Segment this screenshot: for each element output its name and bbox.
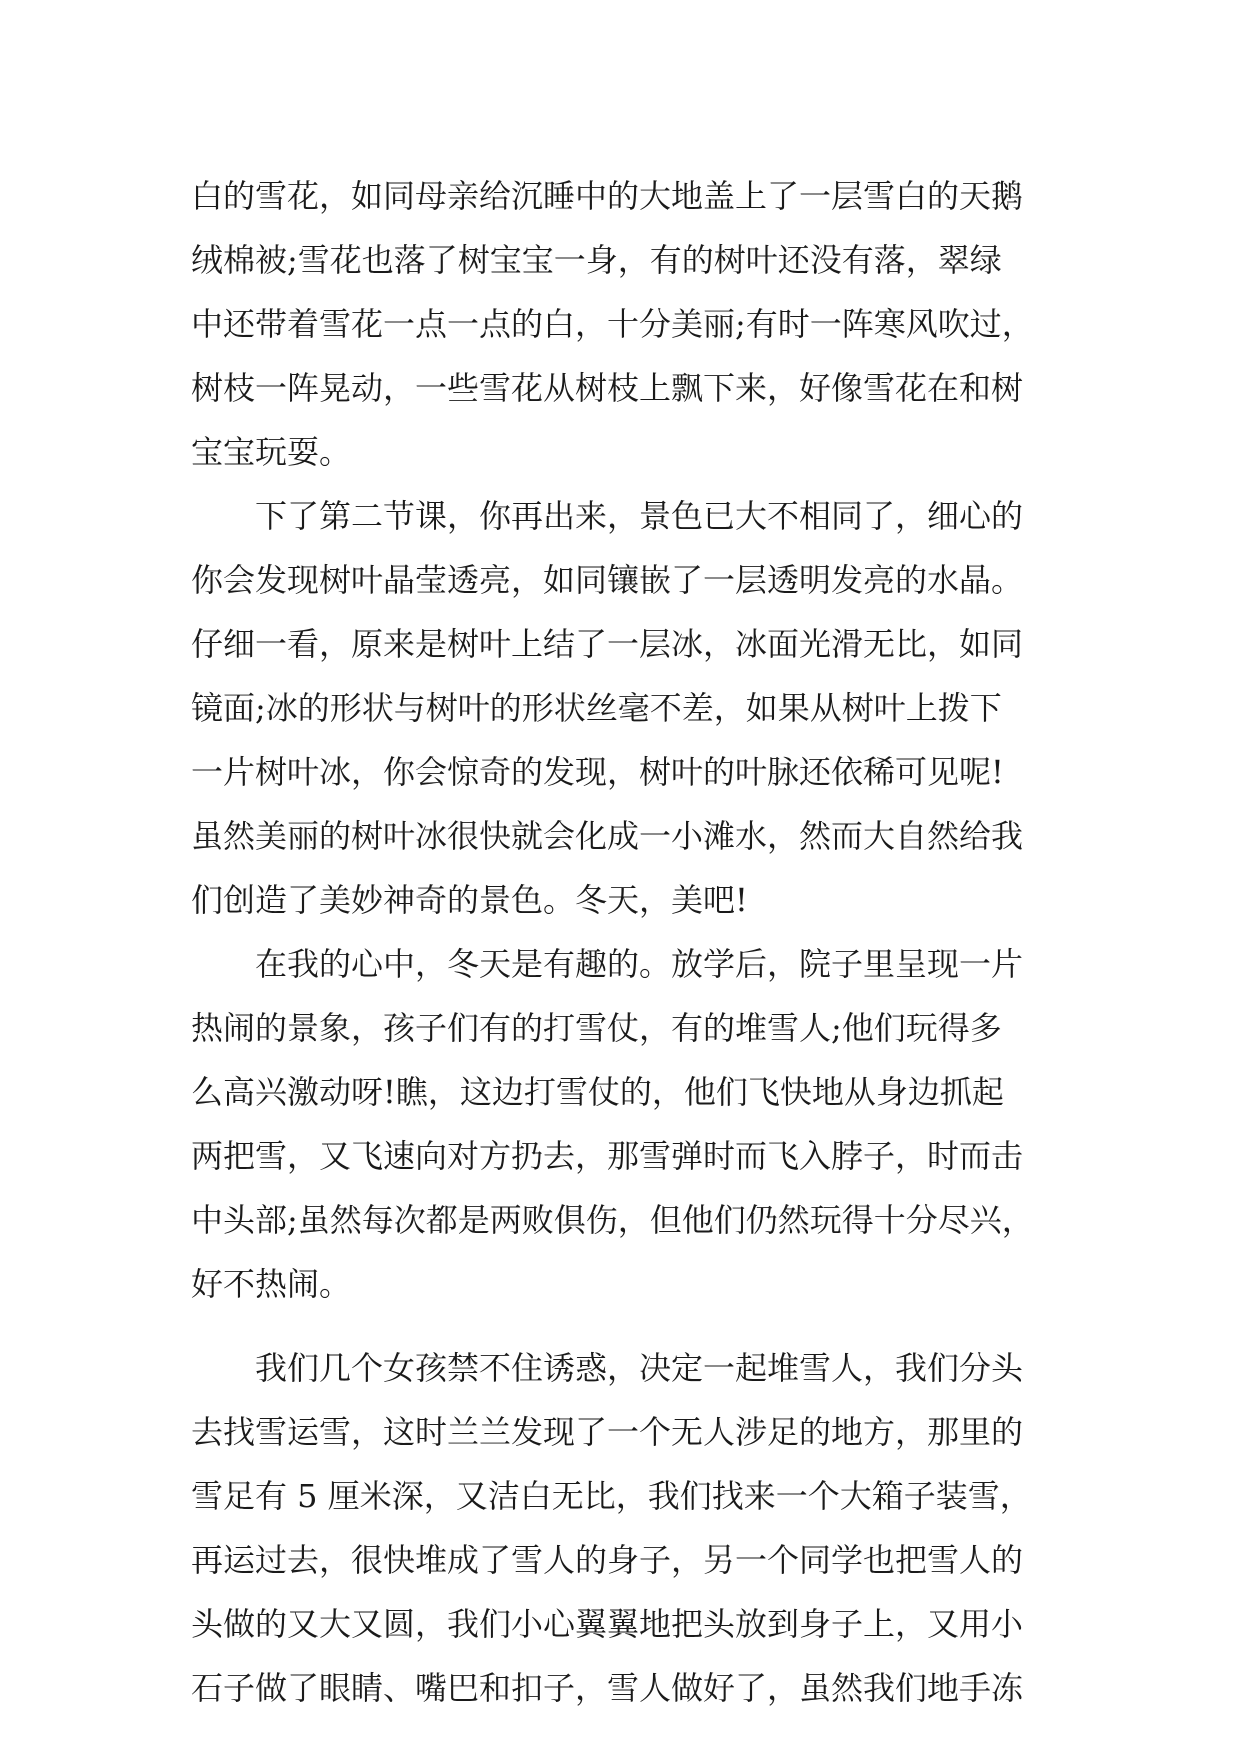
paragraph-1 <box>191 164 1071 484</box>
text-line: 去找雪运雪，这时兰兰发现了一个无人涉足的地方，那里的 <box>191 1413 1024 1451</box>
text-line: 白的雪花，如同母亲给沉睡中的大地盖上了一层雪白的天鹅 <box>191 177 1024 215</box>
document-body <box>191 164 1071 1720</box>
text-line: 我们几个女孩禁不住诱惑，决定一起堆雪人，我们分头 <box>255 1349 1024 1387</box>
text-line: 树枝一阵晃动，一些雪花从树枝上飘下来，好像雪花在和树 <box>191 369 1024 407</box>
text-line: 们创造了美妙神奇的景色。冬天，美吧! <box>191 881 748 919</box>
text-line: 头做的又大又圆，我们小心翼翼地把头放到身子上，又用小 <box>191 1605 1024 1643</box>
paragraph-3 <box>191 932 1071 1316</box>
text-line: 雪足有 5 厘米深，又洁白无比，我们找来一个大箱子装雪， <box>191 1477 1032 1515</box>
text-line: 石子做了眼睛、嘴巴和扣子，雪人做好了，虽然我们地手冻 <box>191 1669 1024 1707</box>
text-line: 中头部;虽然每次都是两败俱伤，但他们仍然玩得十分尽兴， <box>191 1201 1034 1239</box>
paragraph-spacer <box>191 1316 1071 1336</box>
text-line: 热闹的景象，孩子们有的打雪仗，有的堆雪人;他们玩得多 <box>191 1009 1002 1047</box>
text-line: 中还带着雪花一点一点的白，十分美丽;有时一阵寒风吹过， <box>191 305 1034 343</box>
text-line: 两把雪，又飞速向对方扔去，那雪弹时而飞入脖子，时而击 <box>191 1137 1024 1175</box>
text-line: 下了第二节课，你再出来，景色已大不相同了，细心的 <box>255 497 1024 535</box>
text-line: 虽然美丽的树叶冰很快就会化成一小滩水，然而大自然给我 <box>191 817 1024 855</box>
text-line: 绒棉被;雪花也落了树宝宝一身，有的树叶还没有落，翠绿 <box>191 241 1002 279</box>
text-line: 好不热闹。 <box>191 1265 352 1303</box>
paragraph-2 <box>191 484 1071 932</box>
text-line: 一片树叶冰，你会惊奇的发现，树叶的叶脉还依稀可见呢! <box>191 753 1004 791</box>
text-line: 宝宝玩耍。 <box>191 433 352 471</box>
text-line: 仔细一看，原来是树叶上结了一层冰，冰面光滑无比，如同 <box>191 625 1024 663</box>
text-line: 再运过去，很快堆成了雪人的身子，另一个同学也把雪人的 <box>191 1541 1024 1579</box>
text-line: 镜面;冰的形状与树叶的形状丝毫不差，如果从树叶上拨下 <box>191 689 1002 727</box>
paragraph-4 <box>191 1336 1071 1720</box>
text-line: 么高兴激动呀!瞧，这边打雪仗的，他们飞快地从身边抓起 <box>191 1073 1004 1111</box>
text-line: 在我的心中，冬天是有趣的。放学后，院子里呈现一片 <box>255 945 1024 983</box>
text-line: 你会发现树叶晶莹透亮，如同镶嵌了一层透明发亮的水晶。 <box>191 561 1024 599</box>
